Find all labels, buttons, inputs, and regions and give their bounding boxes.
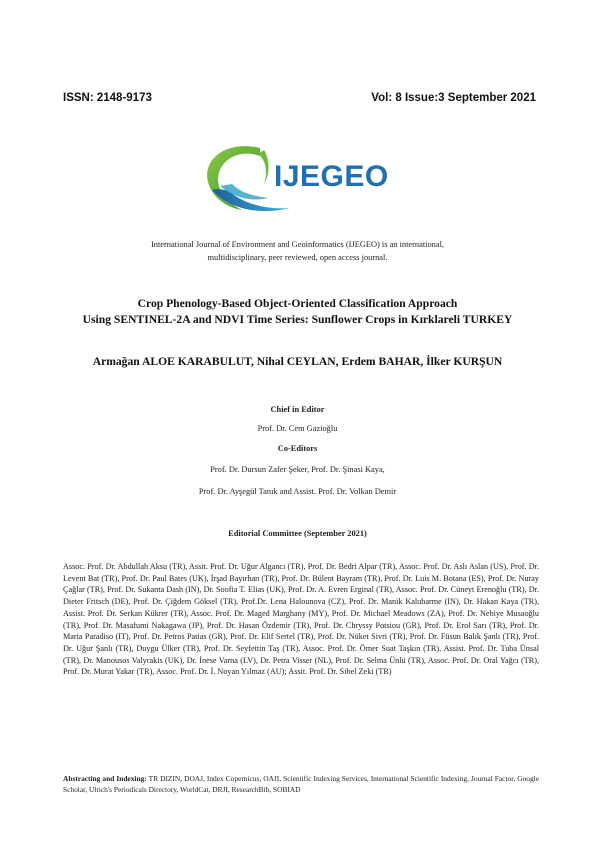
article-title-line: Crop Phenology-Based Object-Oriented Classification Approach — [137, 297, 458, 310]
co-editors-heading: Co-Editors — [277, 444, 318, 453]
chief-editor-name: Prof. Dr. Cem Gazioğlu — [257, 424, 338, 433]
journal-logo — [198, 138, 398, 218]
journal-description-line: International Journal of Environment and Geoinformatics (IJEGEO) is an international, — [150, 240, 445, 249]
running-header — [63, 90, 536, 106]
logo-wordmark: IJEGEO — [274, 160, 389, 193]
chief-editor-heading: Chief in Editor — [270, 405, 325, 414]
issn-label: ISSN: 2148-9173 — [63, 92, 152, 104]
journal-description — [60, 239, 535, 264]
abstracting-indexing-text: TR DIZIN, DOAJ, Index Copernicus, OAJI, Scientific Indexing Services, International Scientific Indexing, Journal Factor, Google Scholar, Ulrich's Periodicals Directory, WorldCat, DRJI, ResearchBib, SOBIAD — [63, 774, 539, 794]
editorial-committee-members: Assoc. Prof. Dr. Abdullah Aksu (TR), Assit. Prof. Dr. Uğur Algancı (TR), Prof. Dr. Bedri Alpar (TR), Assoc. Prof. Dr. Aslı Aslan (US), Prof. Dr. Levent Bat (TR), Prof. Dr. Paul Bates (UK), İrşad Bayırhan (TR), Prof. Dr. Bülent Bayram (TR), Prof. Dr. Luis M. Botana (ES), Prof. Dr. Nuray Çağlar (TR), Prof. Dr. Sukanta Dash (IN), Dr. Soofia T. Elias (UK), Prof. Dr. A. Evren Erginal (TR), Assoc. Prof. Dr. Cüneyt Erenoğlu (TR), Dr. Dieter Fritsch (DE), Prof. Dr. Çiğdem Göksel (TR), Prof.Dr. Lena Halounova (CZ), Prof. Dr. Manik Kalubarme (IN), Dr. Hakan Kaya (TR), Assist. Prof. Dr. Serkan Kükrer (TR), Assoc. Prof. Dr. Maged Marghany (MY), Prof. Dr. Michael Meadows (ZA), Prof. Dr. Nebiye Musaoğlu (TR), Prof. Dr. Masafumi Nakagawa (JP), Prof. Dr. Hasan Özdemir (TR), Prof. Dr. Chryssy Potsiou (GR), Prof. Dr. Erol Sarı (TR), Prof. Dr. Maria Paradiso (IT), Prof. Dr. Petros Patias (GR), Prof. Dr. Elif Sertel (TR), Prof. Dr. Nüket Sivri (TR), Prof. Dr. Füsun Balık Şanlı (TR), Prof. Dr. Uğur Şanlı (TR), Duygu Ülker (TR), Prof. Dr. Seyfettin Taş (TR), Assoc. Prof. Dr. Ömer Suat Taşkın (TR), Assist. Prof. Dr. Tuba Ünsal (TR), Dr. Manousos Valyrakis (UK), Dr. İnese Varna (LV), Dr. Petra Visser (NL), Prof. Dr. Selma Ünlü (TR), Assoc. Prof. Dr. Oral Yağcı (TR), Prof. Dr. Murat Yakar (TR), Assoc. Prof. Dr. İ. Noyan Yılmaz (AU); Assit. Prof. Dr. Sibel Zeki (TR) — [63, 562, 539, 677]
article-title — [40, 296, 555, 328]
editorial-committee-heading: Editorial Committee (September 2021) — [228, 529, 367, 538]
volume-issue-label: Vol: 8 Issue:3 September 2021 — [371, 92, 536, 104]
abstracting-indexing-label: Abstracting and Indexing: — [63, 774, 147, 783]
co-editors-line: Prof. Dr. Ayşegül Tanık and Assist. Prof. Dr. Volkan Demir — [198, 487, 397, 496]
abstracting-indexing — [63, 774, 539, 796]
article-title-line: Using SENTINEL-2A and NDVI Time Series: Sunflower Crops in Kırklareli TURKEY — [82, 313, 513, 326]
article-authors: Armağan ALOE KARABULUT, Nihal CEYLAN, Erdem BAHAR, İlker KURŞUN — [92, 355, 503, 368]
journal-description-line: multidisciplinary, peer reviewed, open access journal. — [207, 252, 388, 262]
co-editors-line: Prof. Dr. Dursun Zafer Şeker, Prof. Dr. Şinasi Kaya, — [210, 465, 385, 474]
